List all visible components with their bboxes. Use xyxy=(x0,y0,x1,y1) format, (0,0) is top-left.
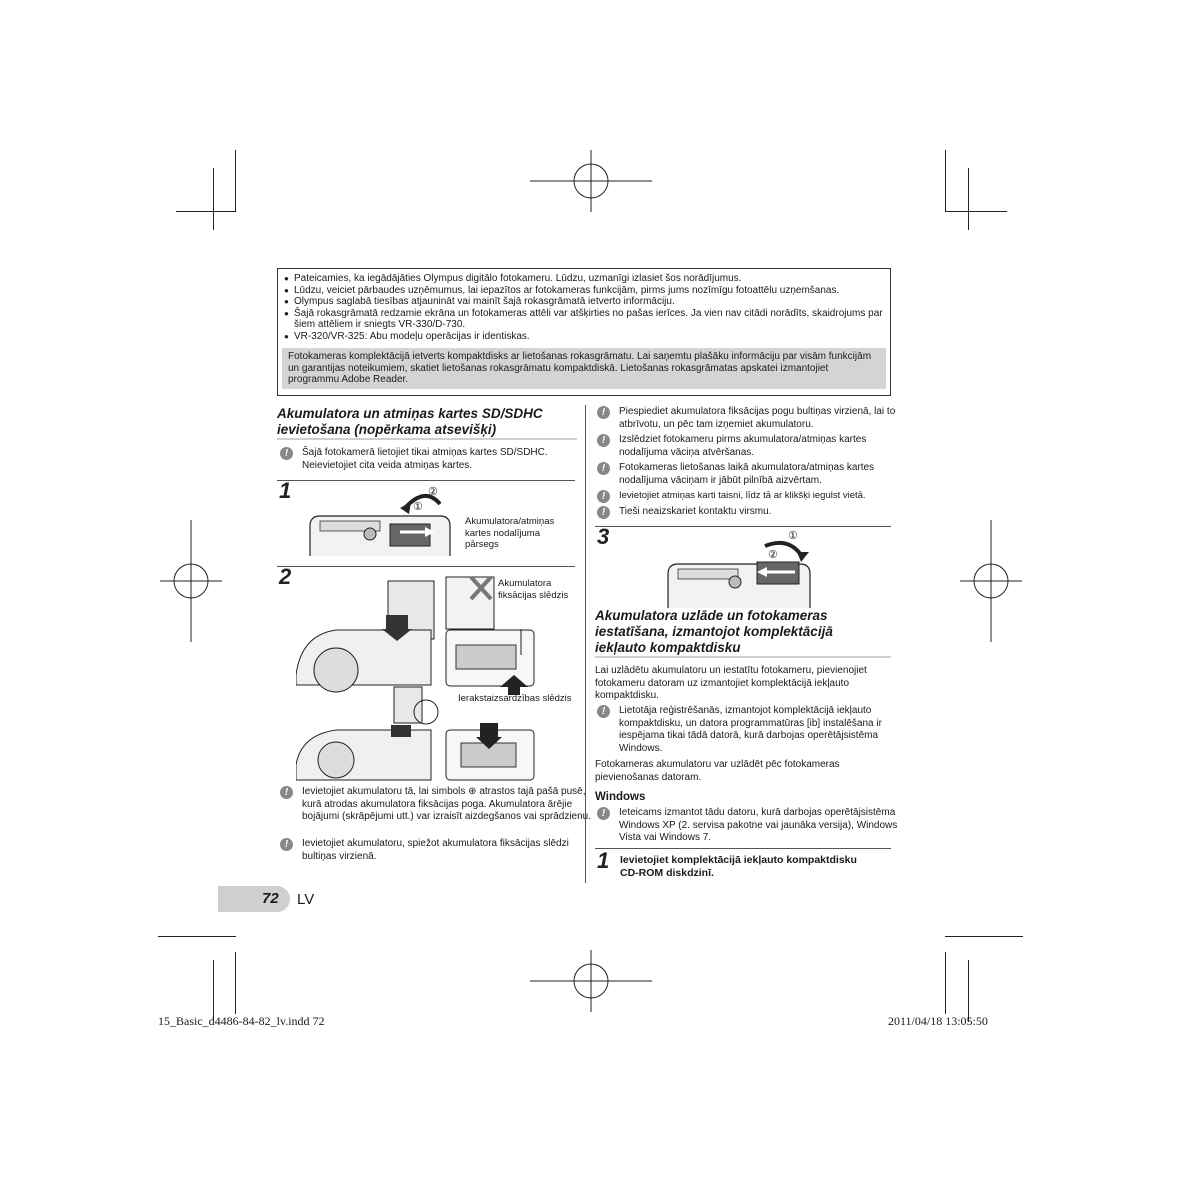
step-number: 2 xyxy=(279,564,292,589)
note-contacts xyxy=(597,506,914,519)
heading-line: Akumulatora uzlāde un fotokameras xyxy=(595,608,828,623)
crop-mark xyxy=(235,150,236,212)
crop-mark xyxy=(945,952,946,1014)
caution-icon: ! xyxy=(597,434,610,447)
crop-mark xyxy=(945,211,1007,212)
note-power-off xyxy=(597,434,914,459)
caution-icon: ! xyxy=(280,447,293,460)
step-number: 1 xyxy=(597,848,610,873)
crop-mark xyxy=(213,960,214,1022)
note-text: Ievietojiet atmiņas karti taisni, līdz tā ar klikšķi iegulst vietā. xyxy=(619,490,866,501)
crop-mark xyxy=(235,952,236,1014)
battery-insert-illustration xyxy=(296,575,541,785)
caution-icon: ! xyxy=(597,705,610,718)
circled-one: ① xyxy=(413,501,423,513)
step1-insert-cd: Ievietojiet komplektācijā iekļauto kompaktdisku CD-ROM diskdzinī. xyxy=(620,854,857,879)
windows-heading: Windows xyxy=(595,791,646,803)
step-number: 1 xyxy=(279,478,292,503)
section-heading-battery-card xyxy=(277,406,577,440)
caution-icon: ! xyxy=(597,462,610,475)
note-battery-orientation xyxy=(280,786,596,824)
footer-timestamp: 2011/04/18 13:05:50 xyxy=(888,1014,988,1028)
section-heading-charging xyxy=(595,608,891,658)
battery-lock-label: Akumulatora fiksācijas slēdzis xyxy=(498,578,569,601)
note-text: Piespiediet akumulatora fiksācijas pogu bultiņas virzienā, lai to atbrīvotu, un pēc tam izņemiet akumulatoru. xyxy=(619,406,896,430)
caution-icon: ! xyxy=(280,786,293,799)
intro-bullet: ● Pateicamies, ka iegādājāties Olympus digitālo fotokameru. Lūdzu, uzmanīgi izlasiet šos norādījumus. xyxy=(294,273,884,285)
registration-mark xyxy=(530,150,652,212)
footer-filename: 15_Basic_d4486-84-82_lv.indd 72 xyxy=(158,1014,325,1028)
intro-bullet: ● Lūdzu, veiciet pārbaudes uzņēmumus, lai iepazītos ar fotokameras funkcijām, pirms jums nozīmīgu fotoattēlu uzņemšanas. xyxy=(294,285,884,297)
step-number: 3 xyxy=(597,524,610,549)
charging-intro: Lai uzlādētu akumulatoru un iestatītu fotokameru, pievienojiet fotokameru datoram uz izmantojiet komplektācijā iekļauto kompaktdisku. xyxy=(595,665,867,701)
note-text: Izslēdziet fotokameru pirms akumulatora/atmiņas kartes nodalījuma vāciņa atvēršanas. xyxy=(619,434,867,458)
intro-bullet: ● Šajā rokasgrāmatā redzamie ekrāna un fotokameras attēli var atšķirties no pašas ierīces. Ja vien nav citādi norādīts, skaidrojums par šiem attēliem ir sniegts VR-330/D-730. xyxy=(294,308,884,331)
intro-bullet: ● Olympus saglabā tiesības atjaunināt vai mainīt šajā rokasgrāmatā ietverto informāciju. xyxy=(294,296,884,308)
step-rule xyxy=(277,566,575,567)
heading-line: iestatīšana, izmantojot komplektācijā xyxy=(595,624,833,639)
circled-one: ① xyxy=(788,530,798,542)
caution-icon: ! xyxy=(597,406,610,419)
note-registration xyxy=(597,705,909,755)
intro-bullets xyxy=(284,273,884,342)
camera-open-cover-illustration xyxy=(305,486,465,558)
note-cover-closed xyxy=(597,462,914,487)
cd-manual-note: Fotokameras komplektācijā ietverts kompaktdisks ar lietošanas rokasgrāmatu. Lai saņemtu plašāku informāciju par visām funkcijām un garantijas noteikumiem, skatiet lietošanas rokasgrāmatu kompaktdiskā. Lietošanas rokasgrāmatas apskatei izmantojiet programmu Adobe Reader. xyxy=(282,348,886,389)
note-remove-battery xyxy=(597,406,914,431)
heading-line: ievietošana (nopērkama atsevišķi) xyxy=(277,422,577,440)
note-text: Ievietojiet akumulatoru tā, lai simbols ⊕ atrastos tajā pašā pusē, kurā atrodas akumulatora fiksācijas poga. Akumulatora ārējie bojājumi (skrāpējumi utt.) var izraisīt aizdegšanos vai sprādzienu. xyxy=(302,786,592,822)
note-text: Lietotāja reģistrēšanās, izmantojot komplektācijā iekļauto kompaktdisku, un datora programmatūras [ib] instalēšana ir iespējama tikai tādā datorā, kurā darbojas operētājsistēma Windows. xyxy=(619,705,882,754)
caution-icon: ! xyxy=(280,838,293,851)
registration-mark xyxy=(160,520,222,642)
caution-icon: ! xyxy=(597,506,610,519)
note-insert-card xyxy=(597,490,914,503)
charging-note: Fotokameras akumulatoru var uzlādēt pēc fotokameras pievienošanas datoram. xyxy=(595,759,840,783)
intro-box xyxy=(277,268,891,396)
note-text: Šajā fotokamerā lietojiet tikai atmiņas kartes SD/SDHC. Neievietojiet cita veida atmiņas kartes. xyxy=(302,447,548,471)
write-protect-label: Ierakstaizsardzības slēdzis xyxy=(458,693,572,704)
crop-mark xyxy=(176,211,236,212)
crop-mark xyxy=(158,936,236,937)
caution-icon: ! xyxy=(597,490,610,503)
step-rule xyxy=(595,848,891,849)
note-windows-version xyxy=(597,807,914,845)
registration-mark xyxy=(960,520,1022,642)
crop-mark xyxy=(945,150,946,212)
cover-label: Akumulatora/atmiņas kartes nodalījuma pārsegs xyxy=(465,516,555,550)
note-text: Tieši neaizskariet kontaktu virsmu. xyxy=(619,506,772,517)
step-rule xyxy=(595,526,891,527)
camera-close-cover-illustration xyxy=(665,532,815,610)
note-text: Fotokameras lietošanas laikā akumulatora/atmiņas kartes nodalījuma vāciņam ir jābūt pilnībā aizvērtam. xyxy=(619,462,875,486)
step-rule xyxy=(277,480,575,481)
circled-two: ② xyxy=(428,486,438,498)
caution-icon: ! xyxy=(597,807,610,820)
registration-mark xyxy=(530,950,652,1012)
crop-mark xyxy=(945,936,1023,937)
language-code: LV xyxy=(297,891,315,908)
heading-line: Akumulatora un atmiņas kartes SD/SDHC xyxy=(277,406,543,421)
note-battery-lock xyxy=(280,838,596,863)
note-text: Ieteicams izmantot tādu datoru, kurā darbojas operētājsistēma Windows XP (2. servisa pakotne vai jaunāka versija), Windows Vista vai Windows 7. xyxy=(619,807,898,843)
circled-two: ② xyxy=(768,549,778,561)
note-sd-only xyxy=(280,447,582,472)
crop-mark xyxy=(213,168,214,230)
page-number-tab xyxy=(218,886,290,912)
note-text: Ievietojiet akumulatoru, spiežot akumulatora fiksācijas slēdzi bultiņas virzienā. xyxy=(302,838,569,862)
intro-bullet: ● VR-320/VR-325: Abu modeļu operācijas ir identiskas. xyxy=(294,331,884,343)
crop-mark xyxy=(968,960,969,1022)
page-number: 72 xyxy=(262,890,279,907)
crop-mark xyxy=(968,168,969,230)
heading-line: iekļauto kompaktdisku xyxy=(595,640,891,658)
